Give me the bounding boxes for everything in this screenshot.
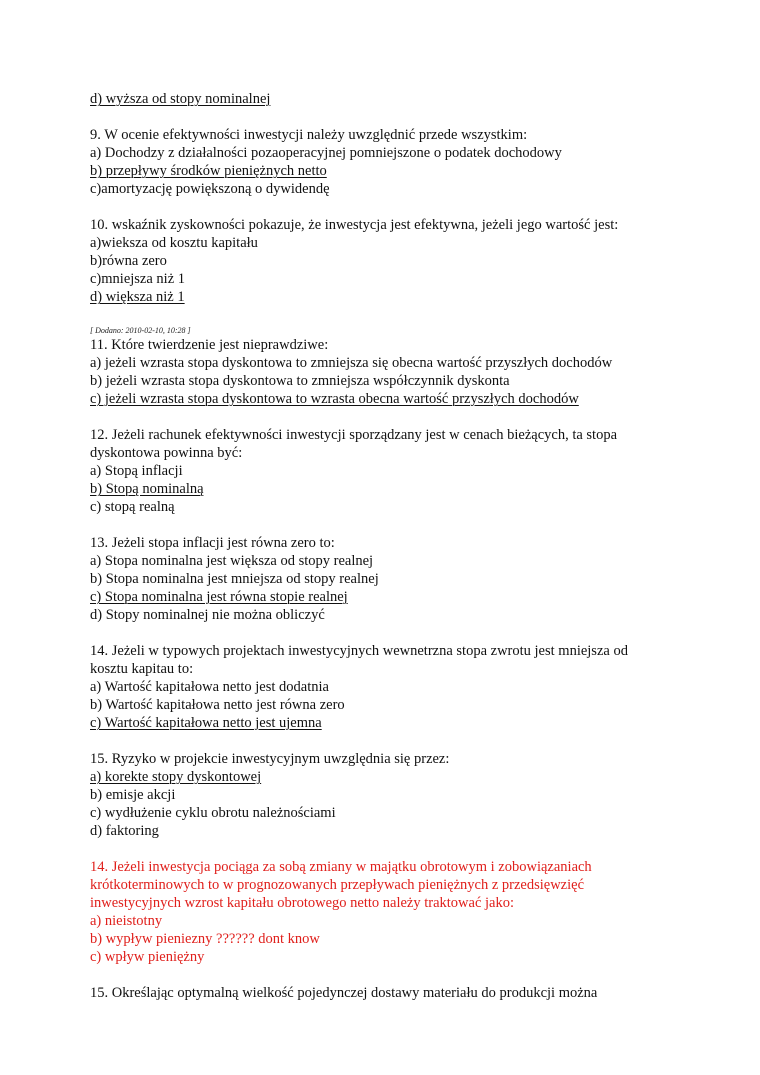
answer-option: b)równa zero <box>90 253 167 269</box>
question-text: 14. Jeżeli inwestycja pociąga za sobą zmiany w majątku obrotowym i zobowiązaniach <box>90 859 592 875</box>
answer-option: a) Dochodzy z działalności pozaoperacyjnej pomniejszone o podatek dochodowy <box>90 145 562 161</box>
post-timestamp: [ Dodano: 2010-02-10, 10:28 ] <box>90 326 191 335</box>
answer-option-correct: c) jeżeli wzrasta stopa dyskontowa to wzrasta obecna wartość przyszłych dochodów <box>90 391 579 407</box>
answer-option: b) jeżeli wzrasta stopa dyskontowa to zmniejsza współczynnik dyskonta <box>90 373 510 389</box>
answer-option: c)mniejsza niż 1 <box>90 271 186 287</box>
answer-line: d) wyższa od stopy nominalnej <box>90 91 271 107</box>
question-text: 9. W ocenie efektywności inwestycji należy uwzględnić przede wszystkim: <box>90 127 528 143</box>
question-text: 15. Określając optymalną wielkość pojedynczej dostawy materiału do produkcji można <box>90 985 598 1001</box>
question-text-continued: dyskontowa powinna być: <box>90 445 243 461</box>
answer-option: d) Stopy nominalnej nie można obliczyć <box>90 607 325 623</box>
question-9 <box>90 126 710 198</box>
question-text: 15. Ryzyko w projekcie inwestycyjnym uwzględnia się przez: <box>90 751 450 767</box>
question-text-continued: inwestycyjnych wzrost kapitału obrotowego netto należy traktować jako: <box>90 895 514 911</box>
answer-option: c) stopą realną <box>90 499 175 515</box>
answer-option: a)wieksza od kosztu kapitału <box>90 235 258 251</box>
answer-option: c)amortyzację powiększoną o dywidendę <box>90 181 330 197</box>
question-15 <box>90 750 710 840</box>
answer-option: a) Stopą inflacji <box>90 463 183 479</box>
answer-option: a) nieistotny <box>90 913 163 929</box>
question-text: 13. Jeżeli stopa inflacji jest równa zero to: <box>90 535 335 551</box>
question-text: 14. Jeżeli w typowych projektach inwestycyjnych wewnetrzna stopa zwrotu jest mniejsza od <box>90 643 628 659</box>
question-text-continued: kosztu kapitau to: <box>90 661 194 677</box>
question-text-continued: krótkoterminowych to w prognozowanych przepływach pieniężnych z przedsięwzięć <box>90 877 585 893</box>
answer-option: b) emisje akcji <box>90 787 176 803</box>
answer-option-correct: a) korekte stopy dyskontowej <box>90 769 262 785</box>
document-page <box>90 90 710 1002</box>
question-15-continued <box>90 984 710 1002</box>
answer-option: c) wpływ pieniężny <box>90 949 205 965</box>
answer-option-correct: b) przepływy środków pieniężnych netto <box>90 163 327 179</box>
question-12 <box>90 426 710 516</box>
answer-option: a) Wartość kapitałowa netto jest dodatnia <box>90 679 329 695</box>
question-10 <box>90 216 710 306</box>
question-11 <box>90 336 710 408</box>
answer-option: d) faktoring <box>90 823 159 839</box>
question-text: 11. Które twierdzenie jest nieprawdziwe: <box>90 337 329 353</box>
question-text: 12. Jeżeli rachunek efektywności inwestycji sporządzany jest w cenach bieżących, ta stopa <box>90 427 618 443</box>
answer-option: b) Stopa nominalna jest mniejsza od stopy realnej <box>90 571 379 587</box>
answer-option: c) wydłużenie cyklu obrotu należnościami <box>90 805 336 821</box>
answer-option-correct: b) Stopą nominalną <box>90 481 204 497</box>
question-text: 10. wskaźnik zyskowności pokazuje, że inwestycja jest efektywna, jeżeli jego wartość jest: <box>90 217 619 233</box>
answer-option: a) Stopa nominalna jest większa od stopy realnej <box>90 553 374 569</box>
answer-option: a) jeżeli wzrasta stopa dyskontowa to zmniejsza się obecna wartość przyszłych dochodów <box>90 355 613 371</box>
answer-option: b) Wartość kapitałowa netto jest równa zero <box>90 697 345 713</box>
answer-option-correct: c) Wartość kapitałowa netto jest ujemna <box>90 715 322 731</box>
question-14 <box>90 642 710 732</box>
question-13 <box>90 534 710 624</box>
question-14-highlighted <box>90 858 710 966</box>
answer-option-correct: c) Stopa nominalna jest równa stopie realnej <box>90 589 348 605</box>
answer-option: b) wypływ pieniezny ?????? dont know <box>90 931 320 947</box>
answer-option-correct: d) większa niż 1 <box>90 289 185 305</box>
